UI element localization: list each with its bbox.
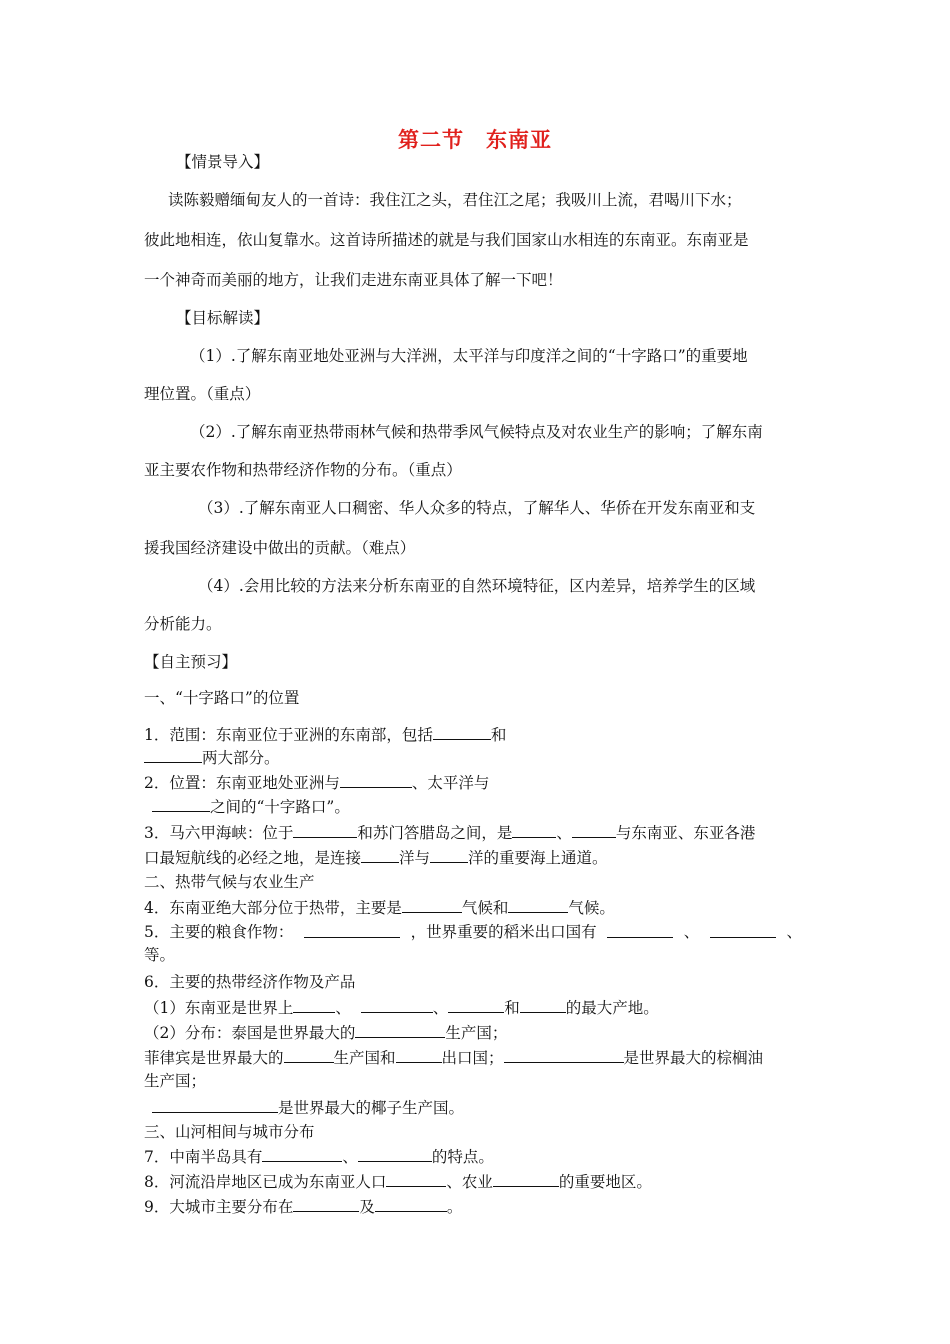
page-title: 第二节 东南亚 xyxy=(398,128,552,152)
answer-blank[interactable] xyxy=(293,997,335,1013)
answer-blank[interactable] xyxy=(512,822,556,838)
question-1-cont: 两大部分。 xyxy=(144,747,280,768)
answer-blank[interactable] xyxy=(361,997,433,1013)
answer-blank[interactable] xyxy=(493,1171,559,1187)
intro-line-2: 彼此地相连，依山复靠水。这首诗所描述的就是与我们国家山水相连的东南亚。东南亚是 xyxy=(144,231,749,249)
intro-line-3: 一个神奇而美丽的地方，让我们走进东南亚具体了解一下吧！ xyxy=(144,271,563,289)
preview-heading: 【自主预习】 xyxy=(144,653,238,671)
answer-blank[interactable] xyxy=(572,822,616,838)
goal-line-3: （2）.了解东南亚热带雨林气候和热带季风气候特点及对农业生产的影响；了解东南 xyxy=(190,423,763,441)
question-6-3-cont: 生产国； xyxy=(144,1072,207,1090)
goal-line-5: （3）.了解东南亚人口稠密、华人众多的特点，了解华人、华侨在开发东南亚和支 xyxy=(198,499,756,517)
answer-blank[interactable] xyxy=(293,822,357,838)
question-2-cont: 之间的“十字路口”。 xyxy=(152,796,350,817)
goal-line-2: 理位置。（重点） xyxy=(144,385,261,403)
section-heading-2: 二、热带气候与农业生产 xyxy=(144,873,315,891)
answer-blank[interactable] xyxy=(152,1097,278,1113)
answer-blank[interactable] xyxy=(396,1047,442,1063)
answer-blank[interactable] xyxy=(293,1196,359,1212)
answer-blank[interactable] xyxy=(304,922,400,938)
answer-blank[interactable] xyxy=(355,1022,445,1038)
question-1: 1．范围：东南亚位于亚洲的东南部，包括 和 xyxy=(144,726,507,744)
answer-blank[interactable] xyxy=(361,847,399,863)
question-6-3: 菲律宾是世界最大的 生产国和 出口国； 是世界最大的棕榈油 xyxy=(144,1049,764,1067)
answer-blank[interactable] xyxy=(144,747,202,763)
answer-blank[interactable] xyxy=(430,847,468,863)
section-heading-1: 一、“十字路口”的位置 xyxy=(144,689,300,707)
answer-blank[interactable] xyxy=(607,922,673,938)
question-6-1: （1）东南亚是世界上 、 、 和 的最大产地。 xyxy=(144,999,659,1017)
goal-line-8: 分析能力。 xyxy=(144,615,222,633)
answer-blank[interactable] xyxy=(508,897,568,913)
answer-blank[interactable] xyxy=(152,796,210,812)
intro-line-1: 读陈毅赠缅甸友人的一首诗：我住江之头，君住江之尾；我吸川上流，君喝川下水； xyxy=(168,191,742,209)
question-6-4: 是世界最大的椰子生产国。 xyxy=(152,1097,464,1118)
question-4: 4．东南亚绝大部分位于热带，主要是 气候和 气候。 xyxy=(144,899,615,917)
question-7: 7．中南半岛具有 、 的特点。 xyxy=(144,1148,494,1166)
question-9: 9．大城市主要分布在 及 。 xyxy=(144,1198,463,1216)
answer-blank[interactable] xyxy=(402,897,462,913)
goals-heading: 【目标解读】 xyxy=(176,309,270,327)
question-3-cont: 口最短航线的必经之地，是连接 洋与 洋的重要海上通道。 xyxy=(144,849,608,867)
answer-blank[interactable] xyxy=(340,772,412,788)
goal-line-6: 援我国经济建设中做出的贡献。（难点） xyxy=(144,539,416,557)
question-8: 8．河流沿岸地区已成为东南亚人口 、农业 的重要地区。 xyxy=(144,1173,652,1191)
answer-blank[interactable] xyxy=(284,1047,334,1063)
question-6-2: （2）分布：泰国是世界最大的 生产国； xyxy=(144,1024,508,1042)
question-3: 3．马六甲海峡：位于 和苏门答腊岛之间，是 、 与东南亚、东亚各港 xyxy=(144,824,756,842)
goal-line-1: （1）.了解东南亚地处亚洲与大洋洲，太平洋与印度洋之间的“十字路口”的重要地 xyxy=(190,347,748,365)
answer-blank[interactable] xyxy=(262,1146,342,1162)
answer-blank[interactable] xyxy=(375,1196,447,1212)
question-2: 2．位置：东南亚地处亚洲与 、太平洋与 xyxy=(144,774,490,792)
question-6: 6．主要的热带经济作物及产品 xyxy=(144,973,356,991)
intro-heading: 【情景导入】 xyxy=(176,153,270,171)
question-5: 5．主要的粮食作物： ，世界重要的稻米出口国有 、 、 xyxy=(144,923,802,941)
answer-blank[interactable] xyxy=(386,1171,446,1187)
goal-line-7: （4）.会用比较的方法来分析东南亚的自然环境特征，区内差异，培养学生的区域 xyxy=(198,577,756,595)
section-heading-3: 三、山河相间与城市分布 xyxy=(144,1123,315,1141)
question-5-cont: 等。 xyxy=(144,946,176,964)
answer-blank[interactable] xyxy=(358,1146,432,1162)
answer-blank[interactable] xyxy=(433,724,491,740)
goal-line-4: 亚主要农作物和热带经济作物的分布。（重点） xyxy=(144,461,462,479)
answer-blank[interactable] xyxy=(504,1047,624,1063)
answer-blank[interactable] xyxy=(448,997,504,1013)
answer-blank[interactable] xyxy=(520,997,566,1013)
answer-blank[interactable] xyxy=(710,922,776,938)
